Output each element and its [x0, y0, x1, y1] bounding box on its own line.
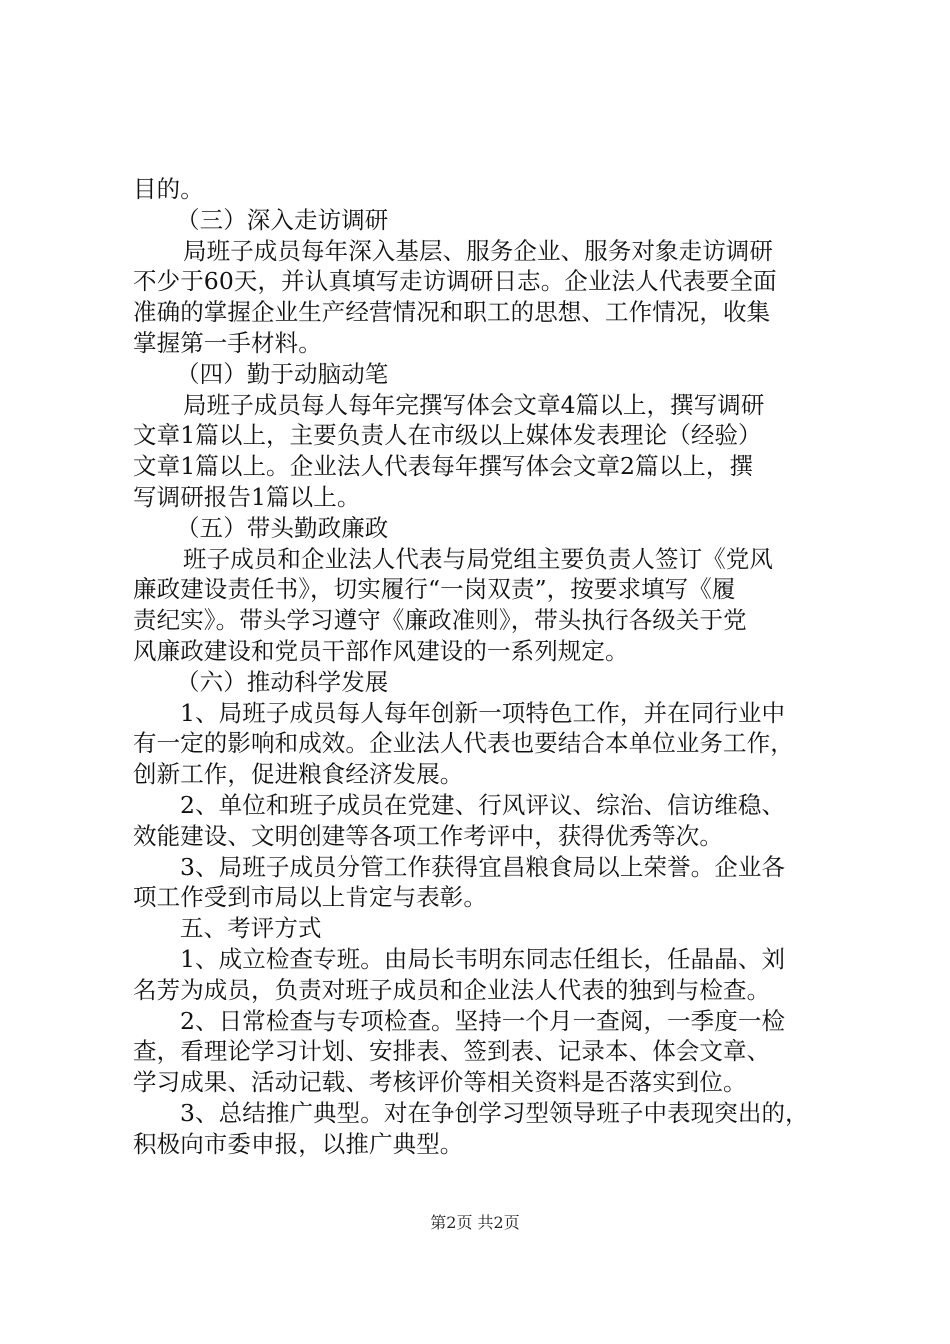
text-line: 班子成员和企业法人代表与局党组主要负责人签订《党风	[183, 544, 773, 573]
text-line: 目的。	[133, 175, 204, 203]
text-line: （三）深入走访调研	[176, 205, 389, 234]
text-line: 3、局班子成员分管工作获得宜昌粮食局以上荣誉。企业各	[180, 852, 786, 881]
text-line: 写调研报告1篇以上。	[133, 482, 361, 511]
text-line: 1、成立检查专班。由局长韦明东同志任组长，任晶晶、刘	[180, 944, 786, 973]
text-line: （四）勤于动脑动笔	[176, 359, 389, 388]
text-line: 1、局班子成员每人每年创新一项特色工作，并在同行业中	[180, 698, 786, 727]
text-line: 积极向市委申报，以推广典型。	[133, 1129, 464, 1158]
text-line: 准确的掌握企业生产经营情况和职工的思想、工作情况，收集	[133, 298, 771, 327]
text-line: 局班子成员每人每年完撰写体会文章4篇以上，撰写调研	[183, 390, 765, 419]
text-line: 效能建设、文明创建等各项工作考评中，获得优秀等次。	[133, 821, 723, 850]
text-line: 风廉政建设和党员干部作风建设的一系列规定。	[133, 636, 629, 665]
text-line: 3、总结推广典型。对在争创学习型领导班子中表现突出的，	[180, 1098, 809, 1127]
text-line: 名芳为成员，负责对班子成员和企业法人代表的独到与检查。	[133, 975, 771, 1004]
text-line: 查，看理论学习计划、安排表、签到表、记录本、体会文章、	[133, 1037, 771, 1066]
page-footer	[0, 1213, 950, 1233]
text-line: 责纪实》。带头学习遵守《廉政准则》，带头执行各级关于党	[133, 606, 747, 635]
text-line: 有一定的影响和成效。企业法人代表也要结合本单位业务工作，	[133, 729, 794, 758]
text-line: 2、单位和班子成员在党建、行风评议、综治、信访维稳、	[180, 790, 786, 819]
text-line: 局班子成员每年深入基层、服务企业、服务对象走访调研	[183, 236, 773, 265]
page-number-label: 第2页 共2页	[430, 1213, 520, 1232]
text-line: 文章1篇以上。企业法人代表每年撰写体会文章2篇以上，撰	[133, 452, 754, 481]
text-line: 2、日常检查与专项检查。坚持一个月一查阅，一季度一检	[180, 1006, 786, 1035]
text-line: 学习成果、活动记载、考核评价等相关资料是否落实到位。	[133, 1068, 747, 1097]
document-body	[133, 174, 833, 1160]
text-line: 廉政建设责任书》，切实履行“一岗双责”，按要求填写《履	[133, 575, 736, 604]
text-line: 五、考评方式	[180, 914, 322, 943]
text-line: （六）推动科学发展	[176, 667, 389, 696]
text-line: 创新工作，促进粮食经济发展。	[133, 760, 464, 789]
text-line: 文章1篇以上，主要负责人在市级以上媒体发表理论（经验）	[133, 421, 762, 450]
text-line: 不少于60天，并认真填写走访调研日志。企业法人代表要全面	[133, 267, 777, 296]
text-line: 项工作受到市局以上肯定与表彰。	[133, 883, 487, 912]
text-line: （五）带头勤政廉政	[176, 513, 389, 542]
text-line: 掌握第一手材料。	[133, 328, 322, 357]
